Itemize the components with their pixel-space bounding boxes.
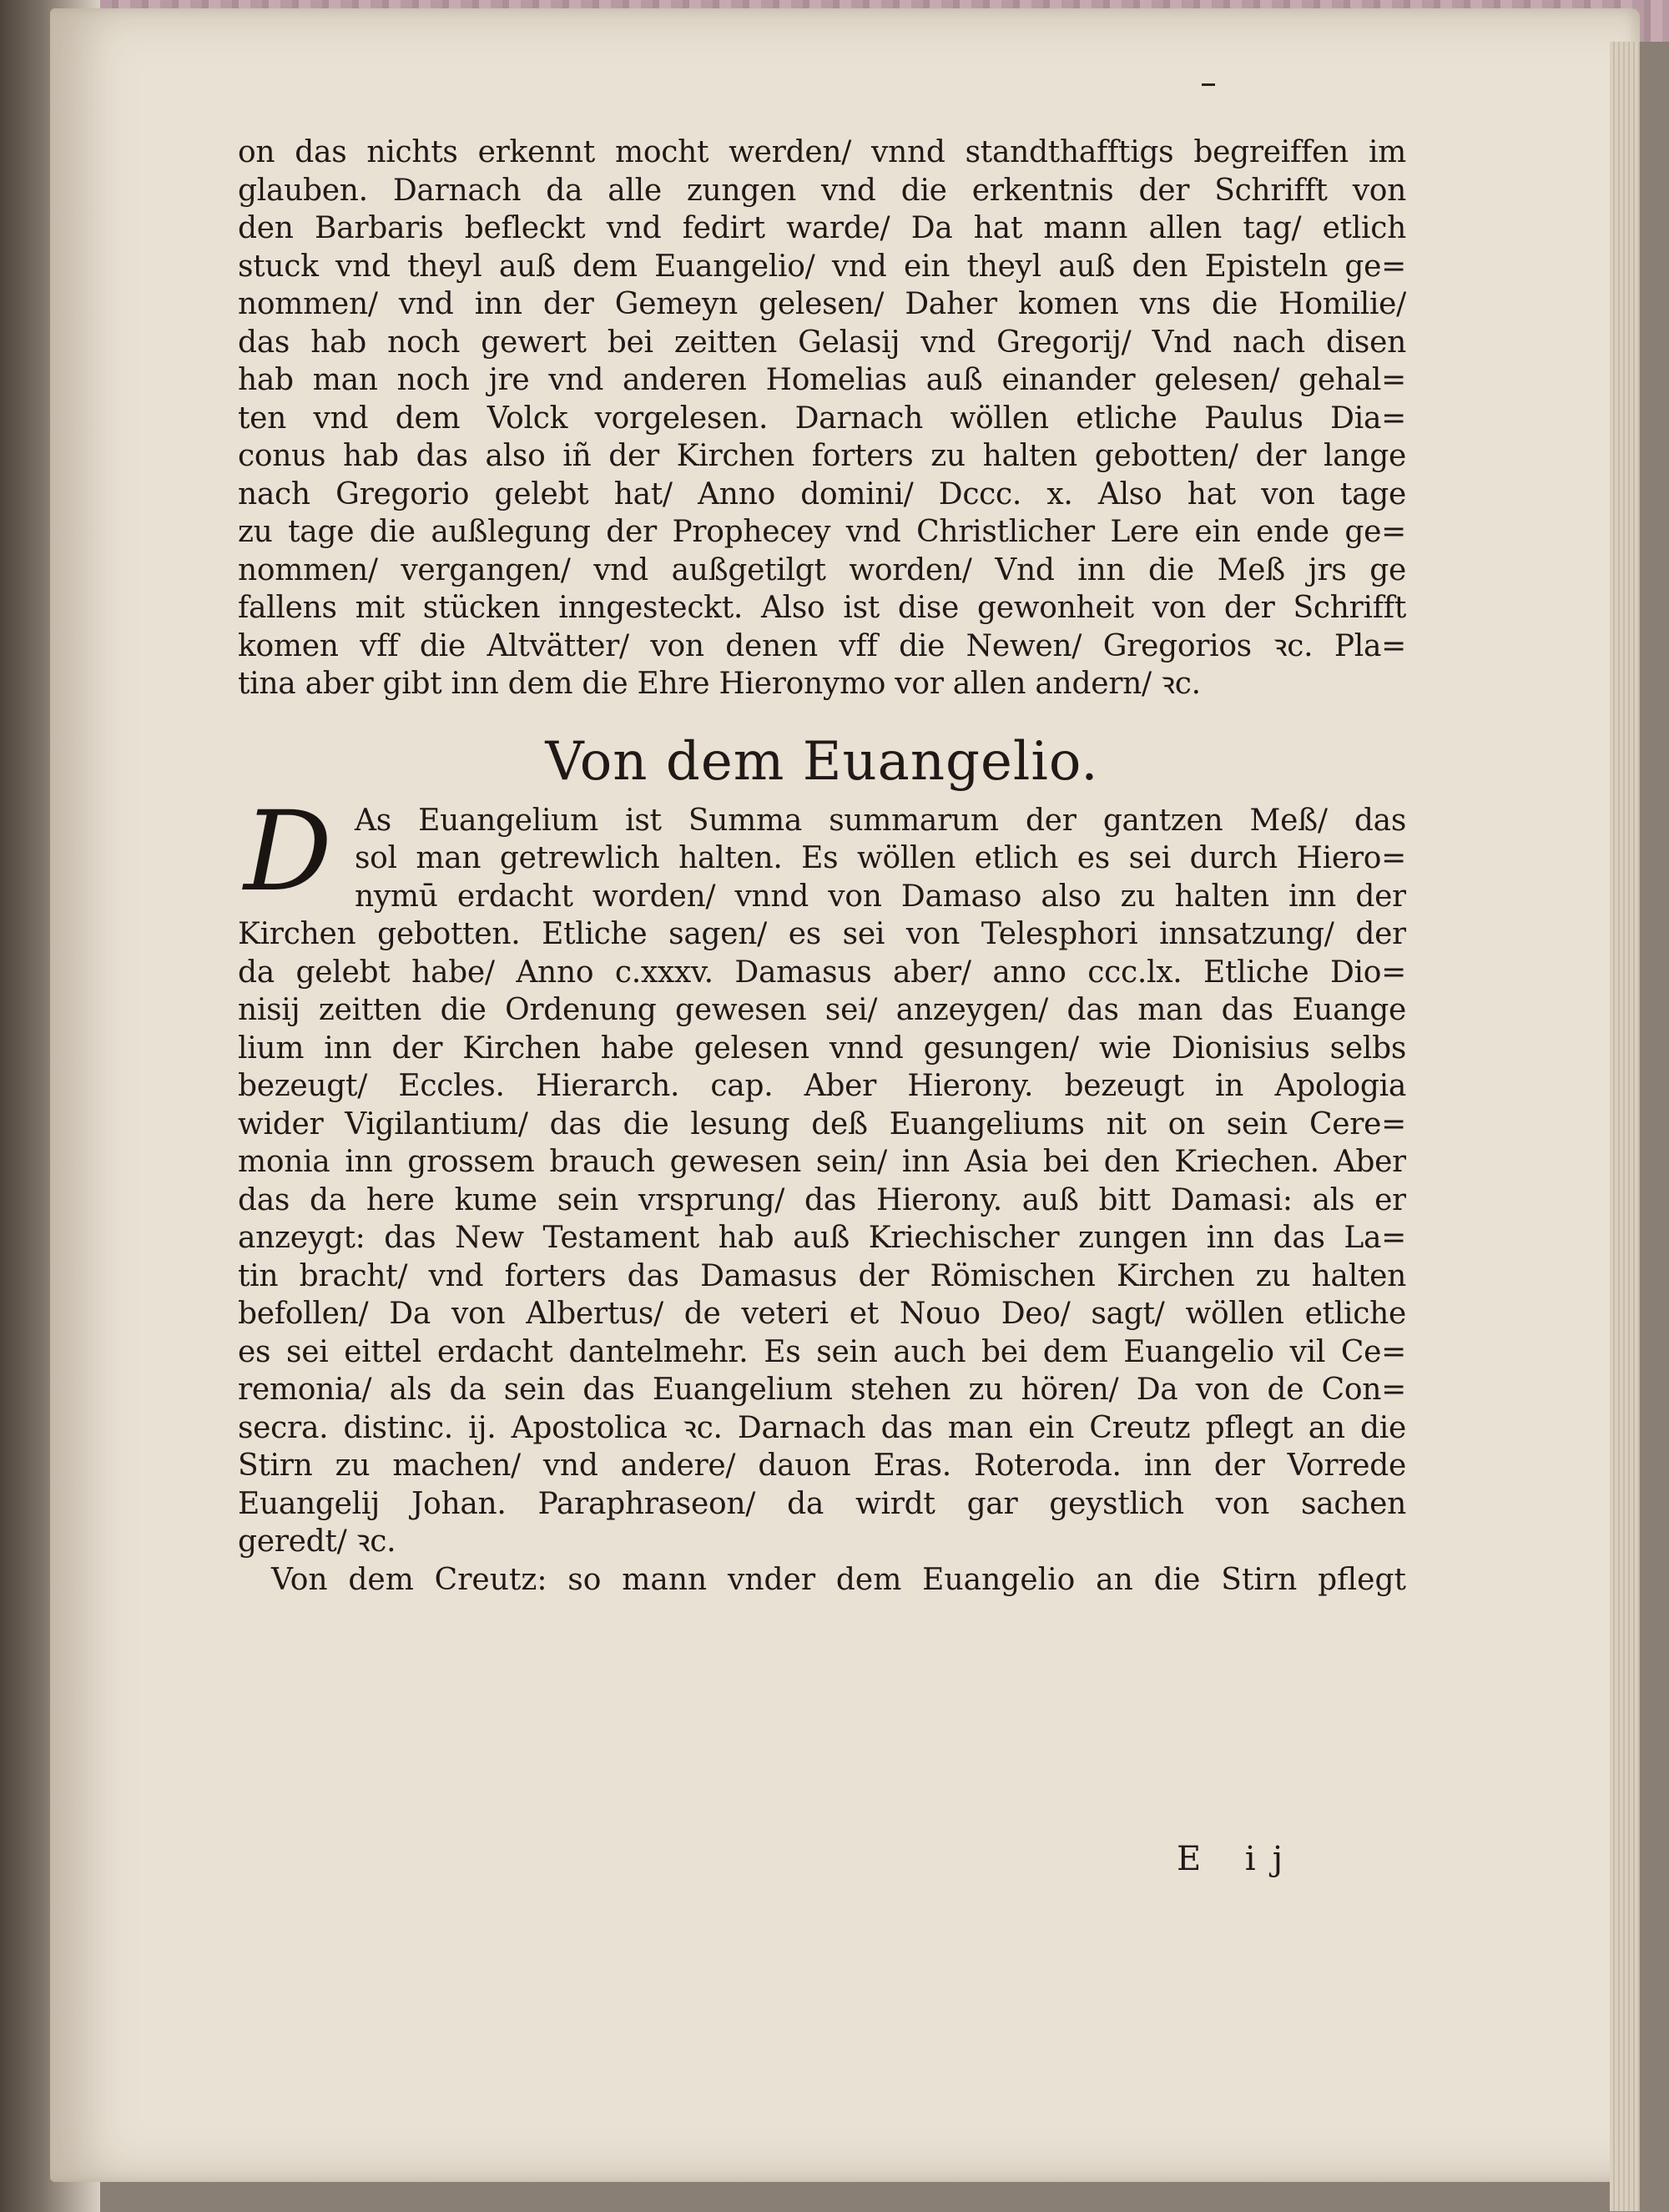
ink-mark	[1202, 83, 1215, 86]
text-line: sol man getrewlich halten. Es wöllen etlich es sei durch Hiero=	[355, 841, 1406, 875]
text-line: das hab noch gewert bei zeitten Gelasij vnd Gregorij/ Vnd nach disen	[238, 325, 1406, 360]
text-line: es sei eittel erdacht dantelmehr. Es sein auch bei dem Euangelio vil Ce=	[238, 1334, 1406, 1369]
text-line: Kirchen gebotten. Etliche sagen/ es sei von Telesphori innsatzung/ der	[238, 917, 1406, 951]
text-line: zu tage die außlegung der Prophecey vnd Christlicher Lere ein ende ge=	[238, 515, 1406, 549]
text-line: nisij zeitten die Ordenung gewesen sei/ anzeygen/ das man das Euange	[238, 993, 1406, 1027]
paragraph-2	[238, 787, 1406, 1561]
catchword-line: Von dem Creutz: so mann vnder dem Euangelio an die Stirn pflegt	[271, 1562, 1406, 1597]
text-line: das da here kume sein vrsprung/ das Hierony. auß bitt Damasi: als er	[238, 1182, 1406, 1217]
text-line: wider Vigilantium/ das die lesung deß Euangeliums nit on sein Cere=	[238, 1106, 1406, 1141]
text-line: bezeugt/ Eccles. Hierarch. cap. Aber Hierony. bezeugt in Apologia	[238, 1069, 1406, 1103]
text-line: tina aber gibt inn dem die Ehre Hieronymo vor allen andern/ ꝛc.	[238, 667, 1201, 701]
text-line: Euangelij Johan. Paraphraseon/ da wirdt gar geystlich von sachen	[238, 1486, 1406, 1521]
text-line: As Euangelium ist Summa summarum der gantzen Meß/ das	[355, 803, 1406, 838]
section-heading: Von dem Euangelio.	[545, 730, 1099, 793]
text-line: stuck vnd theyl auß dem Euangelio/ vnd ein theyl auß den Episteln ge=	[238, 249, 1406, 284]
text-line: tin bracht/ vnd forters das Damasus der Römischen Kirchen zu halten	[238, 1258, 1406, 1293]
text-line: nach Gregorio gelebt hat/ Anno domini/ Dccc. x. Also hat von tage	[238, 476, 1406, 511]
text-line: nommen/ vergangen/ vnd außgetilgt worden/ Vnd inn die Meß jrs ge	[238, 552, 1406, 587]
paragraph-1	[238, 134, 1406, 703]
text-line: ten vnd dem Volck vorgelesen. Darnach wöllen etliche Paulus Dia=	[238, 401, 1406, 436]
text-line: conus hab das also iñ der Kirchen forters zu halten gebotten/ der lange	[238, 439, 1406, 473]
text-line: den Barbaris befleckt vnd fedirt warde/ Da hat mann allen tag/ etlich	[238, 211, 1406, 245]
text-line: secra. distinc. ij. Apostolica ꝛc. Darnach das man ein Creutz pflegt an die	[238, 1410, 1406, 1445]
signature-mark: E ij	[1177, 1840, 1300, 1878]
text-line: komen vff die Altvätter/ von denen vff die Newen/ Gregorios ꝛc. Pla=	[238, 628, 1406, 663]
text-line: lium inn der Kirchen habe gelesen vnnd gesungen/ wie Dionisius selbs	[238, 1030, 1406, 1066]
text-line: Stirn zu machen/ vnd andere/ dauon Eras. Roteroda. inn der Vorrede	[238, 1449, 1406, 1483]
text-line: nommen/ vnd inn der Gemeyn gelesen/ Daher komen vns die Homilie/	[238, 287, 1406, 321]
text-line: on das nichts erkennt mocht werden/ vnnd standthafftigs begreiffen im	[238, 135, 1406, 169]
text-line: hab man noch jre vnd anderen Homelias auß einander gelesen/ gehal=	[238, 363, 1406, 397]
text-line: nymū erdacht worden/ vnnd von Damaso also zu halten inn der	[355, 879, 1406, 914]
text-line: geredt/ ꝛc.	[238, 1524, 396, 1559]
page-fore-edge	[1610, 42, 1640, 2211]
text-line: monia inn grossem brauch gewesen sein/ inn Asia bei den Kriechen. Aber	[238, 1145, 1406, 1179]
text-line: remonia/ als da sein das Euangelium stehen zu hören/ Da von de Con=	[238, 1373, 1406, 1407]
text-line: befollen/ Da von Albertus/ de veteri et Nouo Deo/ sagt/ wöllen etliche	[238, 1297, 1406, 1331]
drop-cap-initial: D	[244, 787, 332, 916]
text-line: fallens mit stücken inngesteckt. Also ist dise gewonheit von der Schrifft	[238, 591, 1406, 625]
text-line: glauben. Darnach da alle zungen vnd die erkentnis der Schrifft von	[238, 173, 1406, 208]
text-block	[238, 134, 1406, 1599]
text-line: anzeygt: das New Testament hab auß Kriechischer zungen inn das La=	[238, 1221, 1406, 1255]
text-line: da gelebt habe/ Anno c.xxxv. Damasus aber/ anno ccc.lx. Etliche Dio=	[238, 955, 1406, 990]
